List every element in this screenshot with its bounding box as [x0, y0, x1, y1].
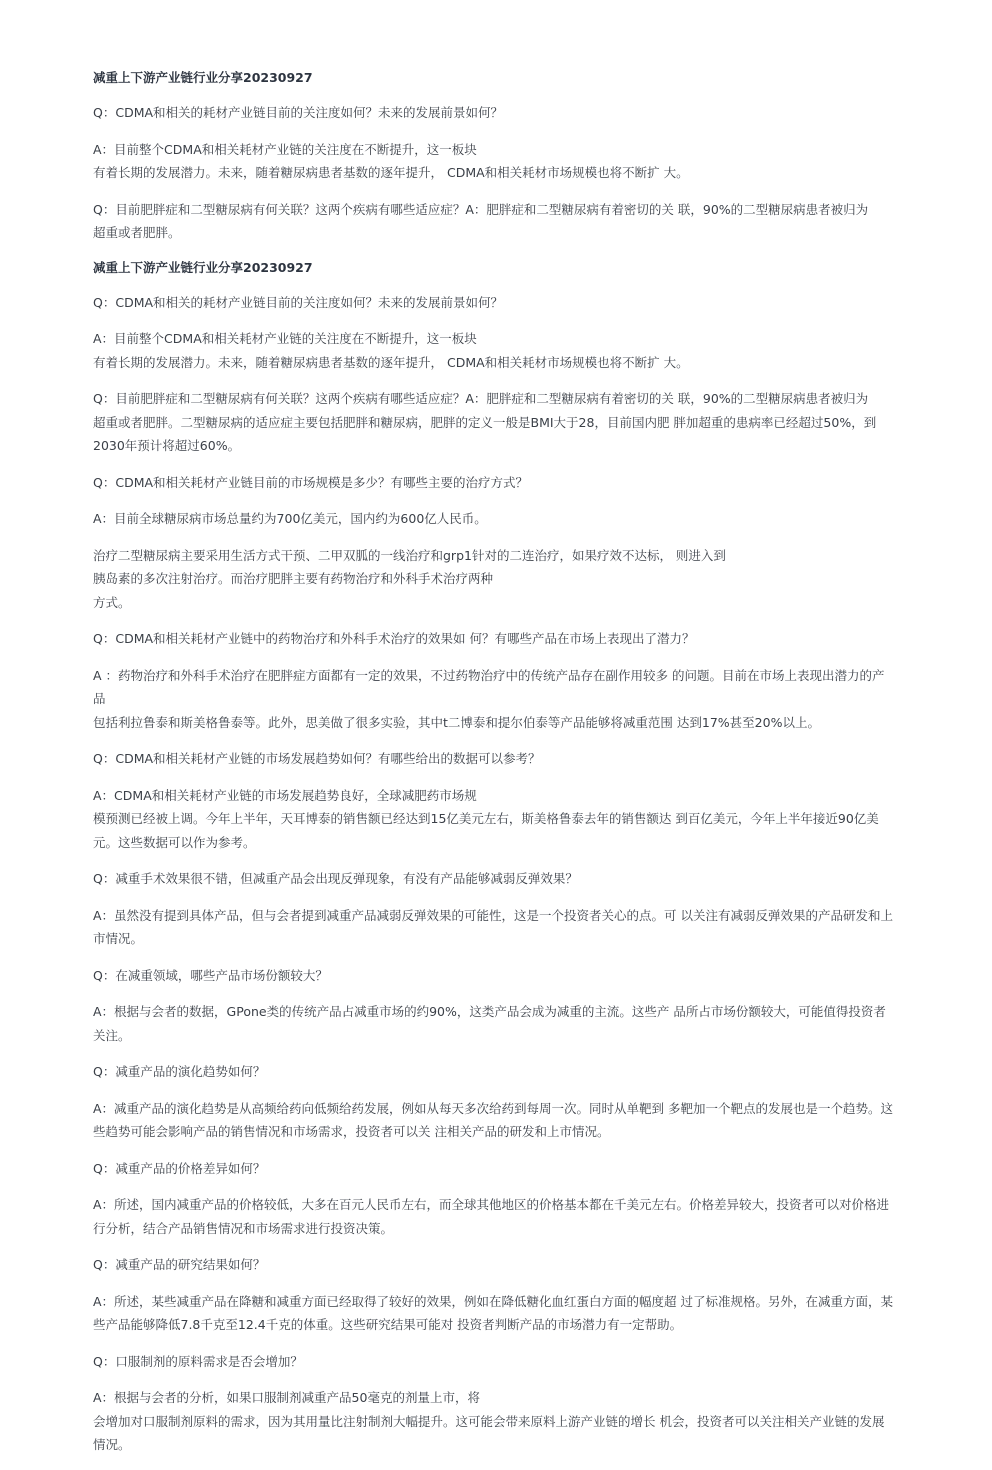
text-line: Q：在减重领域，哪些产品市场份额较大？ [93, 967, 328, 983]
question-paragraph [93, 627, 945, 651]
answer-paragraph [93, 1290, 945, 1337]
text-line: Q：目前肥胖症和二型糖尿病有何关联？这两个疾病有哪些适应症？A：肥胖症和二型糖尿病有着密切的关 联，90%的二型糖尿病患者被归为 [93, 201, 869, 217]
text-line: 市情况。 [93, 931, 144, 946]
text-line: 超重或者肥胖。二型糖尿病的适应症主要包括肥胖和糖尿病，肥胖的定义一般是BMI大于28，目前国内肥 胖加超重的患病率已经超过50%，到 [93, 414, 877, 430]
question-paragraph [93, 471, 945, 495]
text-line: Q：CDMA和相关耗材产业链中的药物治疗和外科手术治疗的效果如 何？有哪些产品在市场上表现出了潜力？ [93, 631, 695, 646]
text-line: A：目前整个CDMA和相关耗材产业链的关注度在不断提升，这一板块 [93, 331, 477, 346]
text-line: 些产品能够降低7.8千克至12.4千克的体重。这些研究结果可能对 投资者判断产品的市场潜力有一定帮助。 [93, 1317, 683, 1332]
text-line: Q：CDMA和相关耗材产业链目前的市场规模是多少？有哪些主要的治疗方式？ [93, 474, 529, 490]
text-line: A：所述，国内减重产品的价格较低，大多在百元人民币左右，而全球其他地区的价格基本都在千美元左右。价格差异较大，投资者可以对价格进 [93, 1197, 890, 1212]
text-line: 行分析，结合产品销售情况和市场需求进行投资决策。 [93, 1220, 394, 1236]
text-line: 2030年预计将超过60%。 [93, 438, 241, 453]
text-line: 胰岛素的多次注射治疗。而治疗肥胖主要有药物治疗和外科手术治疗两种 [93, 571, 494, 586]
text-line: 模预测已经被上调。今年上半年，天耳博泰的销售额已经达到15亿美元左右，斯美格鲁泰去年的销售额达 到百亿美元，今年上半年接近90亿美 [93, 811, 879, 826]
question-paragraph [93, 101, 945, 125]
text-line: Q：CDMA和相关耗材产业链的市场发展趋势如何？有哪些给出的数据可以参考？ [93, 751, 541, 766]
text-line: Q：口服制剂的原料需求是否会增加？ [93, 1353, 303, 1369]
text-line: A：所述，某些减重产品在降糖和减重方面已经取得了较好的效果，例如在降低糖化血红蛋白方面的幅度超 过了标准规格。另外，在减重方面，某 [93, 1293, 894, 1309]
question-paragraph [93, 1060, 945, 1084]
text-line: 关注。 [93, 1027, 131, 1043]
text-line: 方式。 [93, 594, 131, 610]
text-paragraph [93, 544, 945, 615]
text-line: A：虽然没有提到具体产品，但与会者提到减重产品减弱反弹效果的可能性，这是一个投资者关心的点。可 以关注有减弱反弹效果的产品研发和上 [93, 907, 894, 923]
text-line: 元。这些数据可以作为参考。 [93, 834, 256, 850]
text-line: A：根据与会者的分析，如果口服制剂减重产品50毫克的剂量上市，将 [93, 1390, 480, 1405]
question-paragraph [93, 291, 945, 315]
text-line: Q：CDMA和相关的耗材产业链目前的关注度如何？未来的发展前景如何？ [93, 105, 504, 120]
text-line: 治疗二型糖尿病主要采用生活方式干预、二甲双胍的一线治疗和grp1针对的二连治疗，如果疗效不达标， 则进入到 [93, 547, 726, 563]
answer-paragraph [93, 904, 945, 951]
document-body [93, 68, 945, 1470]
answer-paragraph [93, 784, 945, 855]
answer-paragraph [93, 327, 945, 374]
answer-paragraph [93, 1193, 945, 1240]
question-paragraph [93, 867, 945, 891]
text-line: Q：减重产品的价格差异如何？ [93, 1160, 266, 1176]
answer-paragraph [93, 664, 945, 735]
answer-paragraph [93, 138, 945, 185]
document-title: 减重上下游产业链行业分享20230927 [93, 70, 313, 85]
text-line: 会增加对口服制剂原料的需求，因为其用量比注射制剂大幅提升。这可能会带来原料上游产业链的增长 机会，投资者可以关注相关产业链的发展 [93, 1413, 885, 1429]
text-line: Q：减重手术效果很不错，但减重产品会出现反弹现象，有没有产品能够减弱反弹效果？ [93, 871, 578, 886]
answer-paragraph [93, 507, 945, 531]
answer-paragraph [93, 1097, 945, 1144]
text-line: A：根据与会者的数据，GPone类的传统产品占减重市场的约90%，这类产品会成为减重的主流。这些产 品所占市场份额较大，可能值得投资者 [93, 1004, 886, 1019]
text-line: 品 [93, 691, 106, 706]
question-paragraph [93, 747, 945, 771]
text-line: A：目前整个CDMA和相关耗材产业链的关注度在不断提升，这一板块 [93, 141, 477, 157]
text-line: 超重或者肥胖。 [93, 225, 181, 240]
answer-paragraph [93, 1000, 945, 1047]
text-line: Q：减重产品的演化趋势如何？ [93, 1064, 266, 1079]
document-title: 减重上下游产业链行业分享20230927 [93, 259, 313, 275]
text-line: A：CDMA和相关耗材产业链的市场发展趋势良好，全球减肥药市场规 [93, 787, 477, 803]
question-paragraph [93, 964, 945, 988]
text-line: 些趋势可能会影响产品的销售情况和市场需求，投资者可以关 注相关产品的研发和上市情况。 [93, 1124, 610, 1139]
question-paragraph [93, 1253, 945, 1277]
text-line: A：减重产品的演化趋势是从高频给药向低频给药发展，例如从每天多次给药到每周一次。同时从单靶到 多靶加一个靶点的发展也是一个趋势。这 [93, 1100, 894, 1116]
text-line: 有着长期的发展潜力。未来，随着糖尿病患者基数的逐年提升， CDMA和相关耗材市场规模也将不断扩 大。 [93, 165, 689, 180]
text-line: Q：目前肥胖症和二型糖尿病有何关联？这两个疾病有哪些适应症？A：肥胖症和二型糖尿病有着密切的关 联，90%的二型糖尿病患者被归为 [93, 391, 869, 406]
text-line: A ：药物治疗和外科手术治疗在肥胖症方面都有一定的效果，不过药物治疗中的传统产品存在副作用较多 的问题。目前在市场上表现出潜力的产 [93, 667, 885, 683]
question-paragraph [93, 1157, 945, 1181]
text-line: 包括利拉鲁泰和斯美格鲁泰等。此外，思美做了很多实验，其中t二博泰和提尔伯泰等产品能够将减重范围 达到17%甚至20%以上。 [93, 714, 820, 730]
text-line: Q：减重产品的研究结果如何？ [93, 1257, 266, 1272]
question-paragraph [93, 198, 945, 245]
answer-paragraph [93, 1386, 945, 1457]
question-paragraph [93, 1350, 945, 1374]
text-line: A：目前全球糖尿病市场总量约为700亿美元，国内约为600亿人民币。 [93, 511, 487, 526]
text-line: 情况。 [93, 1437, 131, 1452]
question-paragraph [93, 387, 945, 458]
text-line: Q：CDMA和相关的耗材产业链目前的关注度如何？未来的发展前景如何？ [93, 294, 504, 310]
text-line: 有着长期的发展潜力。未来，随着糖尿病患者基数的逐年提升， CDMA和相关耗材市场规模也将不断扩 大。 [93, 354, 689, 370]
